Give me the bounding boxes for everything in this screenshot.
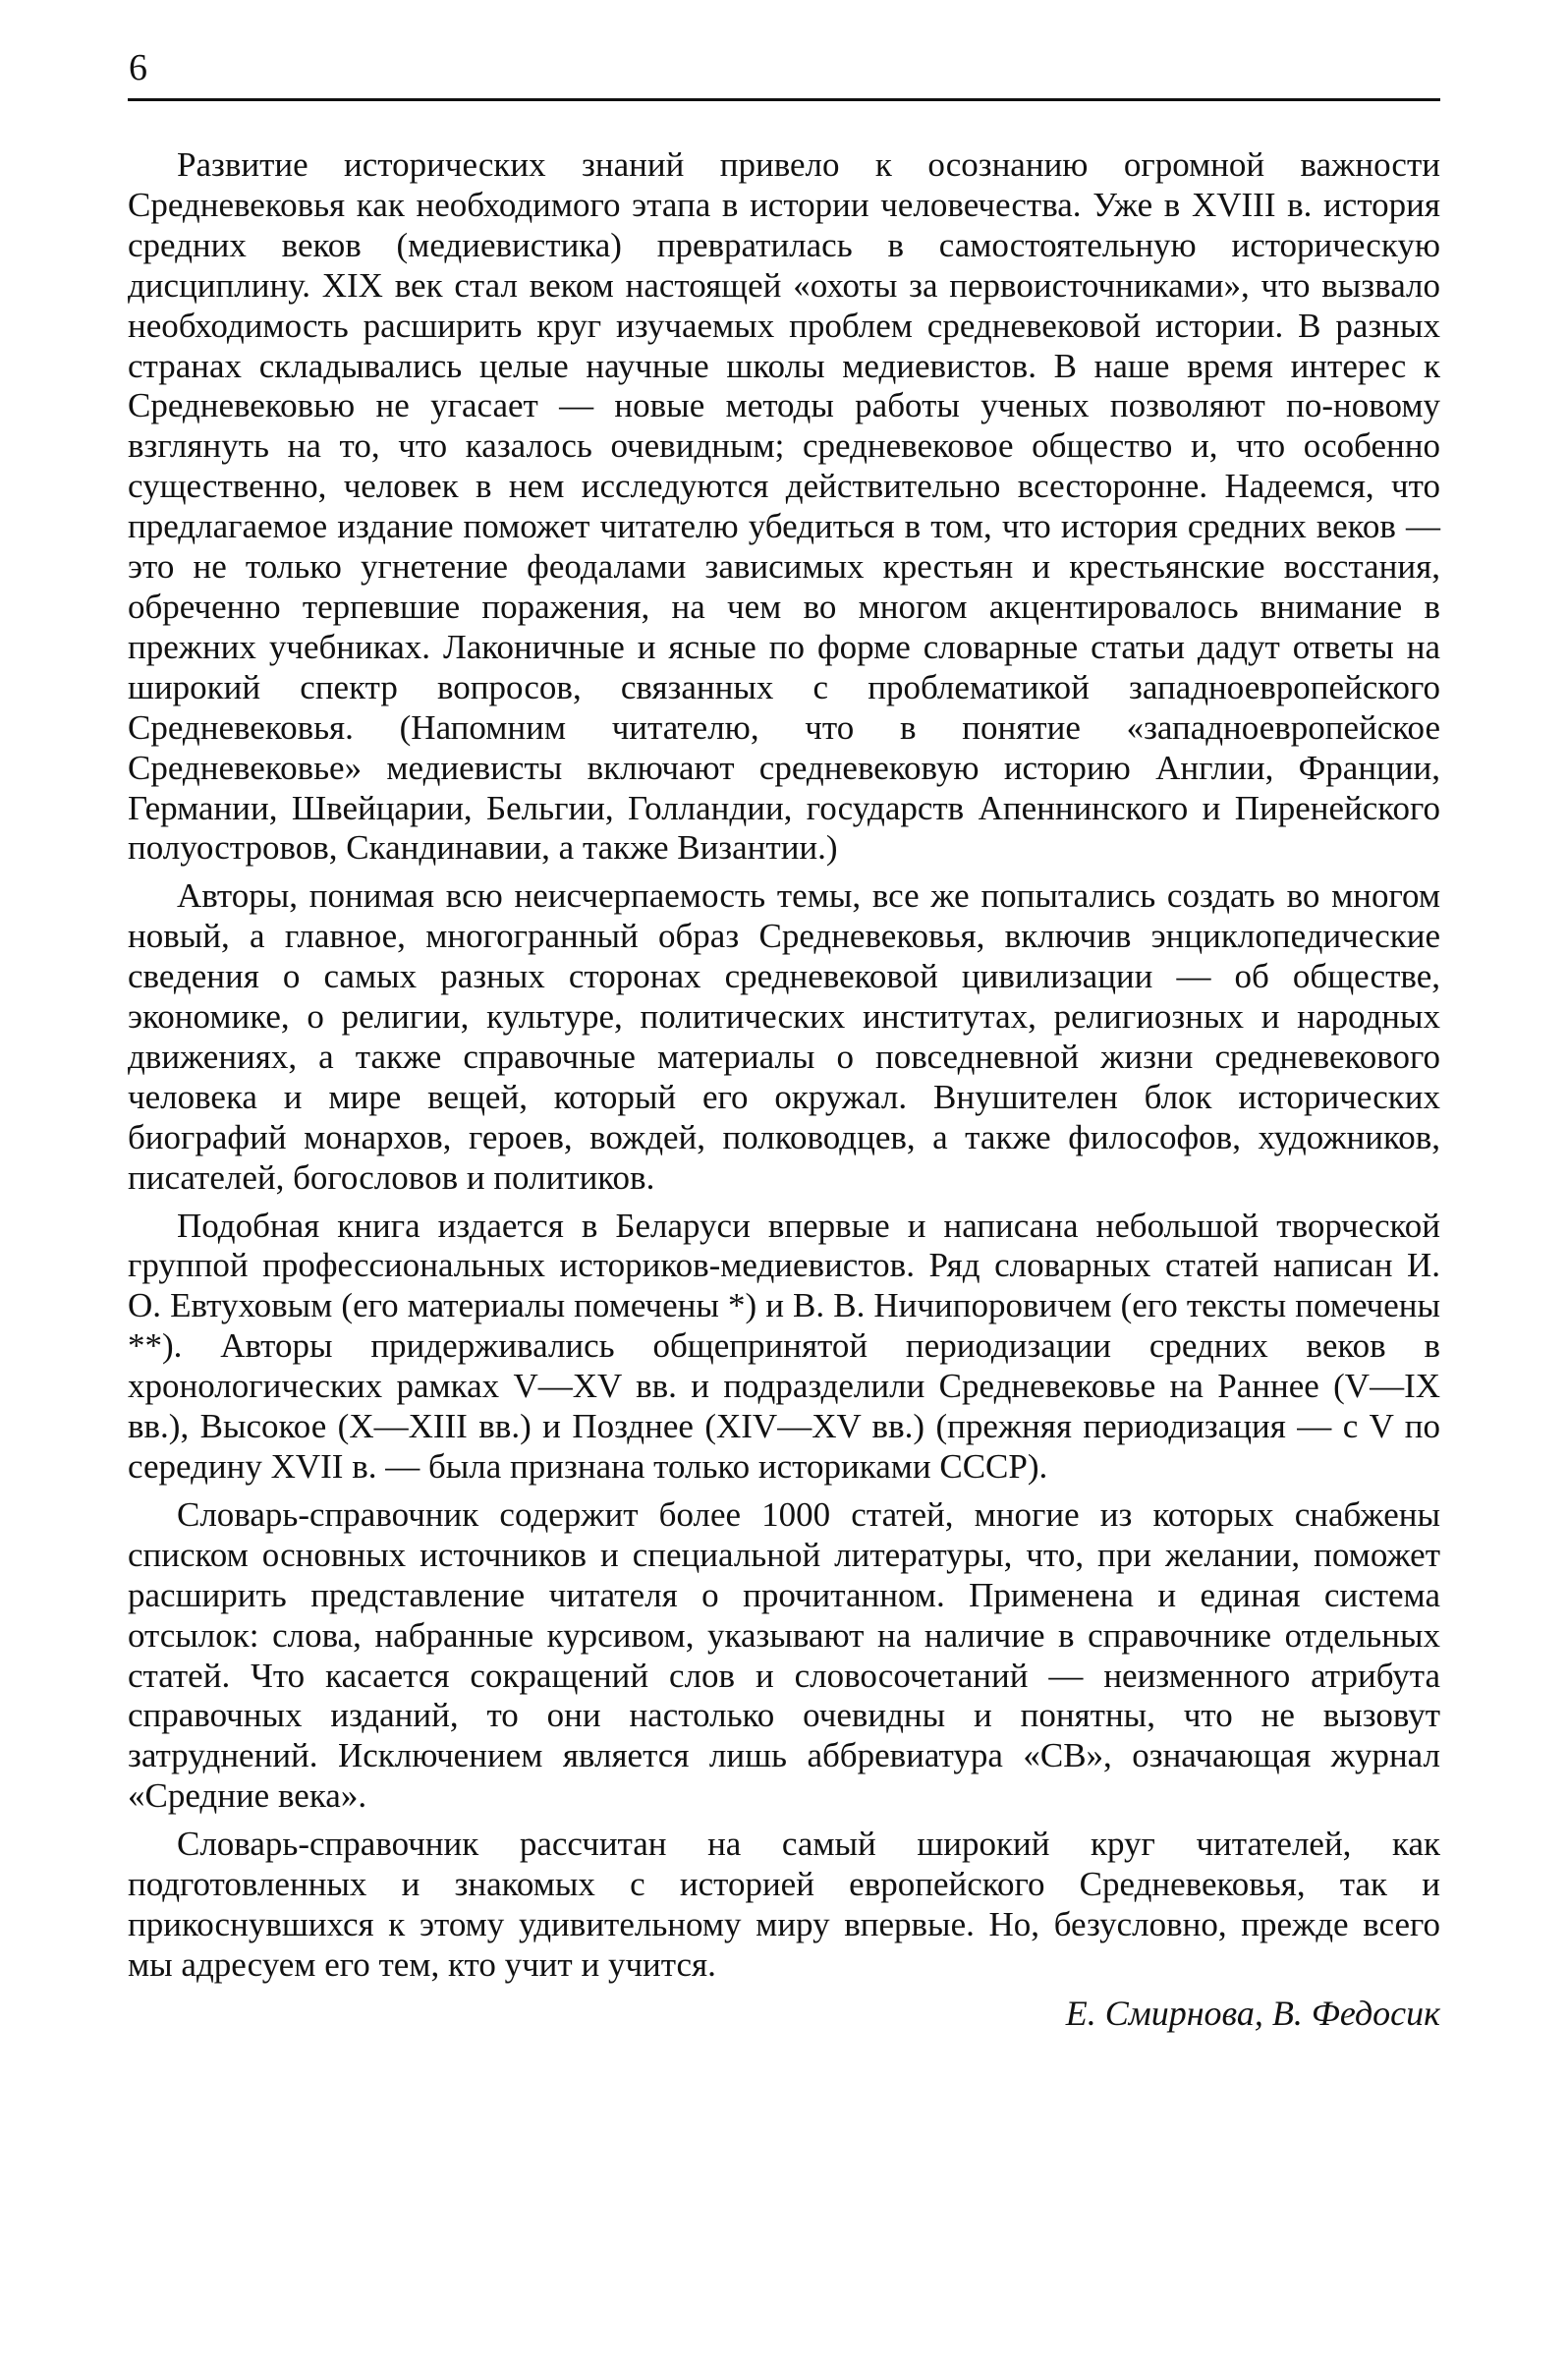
preface-text: [128, 145, 1440, 2042]
paragraph-3: Подобная книга издается в Беларуси впервые и написана небольшой творческой группой профессиональных историков-медиевистов. Ряд словарных статей написан И. О. Евтуховым (его материалы помечены *) и В. В. Ничипоровичем (его тексты помечены **). Авторы придерживались общепринятой периодизации средних веков в хронологических рамках V—XV вв. и подразделили Средневековье на Раннее (V—IX вв.), Высокое (X—XIII вв.) и Позднее (XIV—XV вв.) (прежняя периодизация — с V по середину XVII в. — была признана только историками СССР).: [128, 1206, 1440, 1486]
header-rule: [128, 98, 1440, 101]
page-number: 6: [129, 47, 147, 88]
paragraph-2: Авторы, понимая всю неисчерпаемость темы, все же попытались создать во многом новый, а главное, многогранный образ Средневековья, включив энциклопедические сведения о самых разных сторонах средневековой цивилизации — об обществе, экономике, о религии, культуре, политических институтах, религиозных и народных движениях, а также справочные материалы о повседневной жизни средневекового человека и мире вещей, который его окружал. Внушителен блок исторических биографий монархов, героев, вождей, полководцев, а также философов, художников, писателей, богословов и политиков.: [128, 876, 1440, 1197]
paragraph-5: Словарь-справочник рассчитан на самый широкий круг читателей, как подготовленных и знакомых с историей европейского Средневековья, так и прикоснувшихся к этому удивительному миру впервые. Но, безусловно, прежде всего мы адресуем его тем, кто учит и учится.: [128, 1825, 1440, 1984]
authors-signature: Е. Смирнова, В. Федосик: [1065, 1993, 1440, 2033]
paragraph-4: Словарь-справочник содержит более 1000 статей, многие из которых снабжены списком основных источников и специальной литературы, что, при желании, поможет расширить представление читателя о прочитанном. Применена и единая система отсылок: слова, набранные курсивом, указывают на наличие в справочнике отдельных статей. Что касается сокращений слов и словосочетаний — неизменного атрибута справочных изданий, то они настолько очевидны и понятны, что не вызовут затруднений. Исключением является лишь аббревиатура «СВ», означающая журнал «Средние века».: [128, 1494, 1440, 1816]
paragraph-1: Развитие исторических знаний привело к осознанию огромной важности Средневековья как необходимого этапа в истории человечества. Уже в XVIII в. история средних веков (медиевистика) превратилась в самостоятельную историческую дисциплину. XIX век стал веком настоящей «охоты за первоисточниками», что вызвало необходимость расширить круг изучаемых проблем средневековой истории. В разных странах складывались целые научные школы медиевистов. В наше время интерес к Средневековью не угасает — новые методы работы ученых позволяют по-новому взглянуть на то, что казалось очевидным; средневековое общество и, что особенно существенно, человек в нем исследуются действительно всесторонне. Надеемся, что предлагаемое издание поможет читателю убедиться в том, что история средних веков — это не только угнетение феодалами зависимых крестьян и крестьянские восстания, обреченно терпевшие поражения, на чем во многом акцентировалось внимание в прежних учебниках. Лаконичные и ясные по форме словарные статьи дадут ответы на широкий спектр вопросов, связанных с проблематикой западноевропейского Средневековья. (Напомним читателю, что в понятие «западноевропейское Средневековье» медиевисты включают средневековую историю Англии, Франции, Германии, Швейцарии, Бельгии, Голландии, государств Апеннинского и Пиренейского полуостровов, Скандинавии, а также Византии.): [128, 145, 1440, 868]
